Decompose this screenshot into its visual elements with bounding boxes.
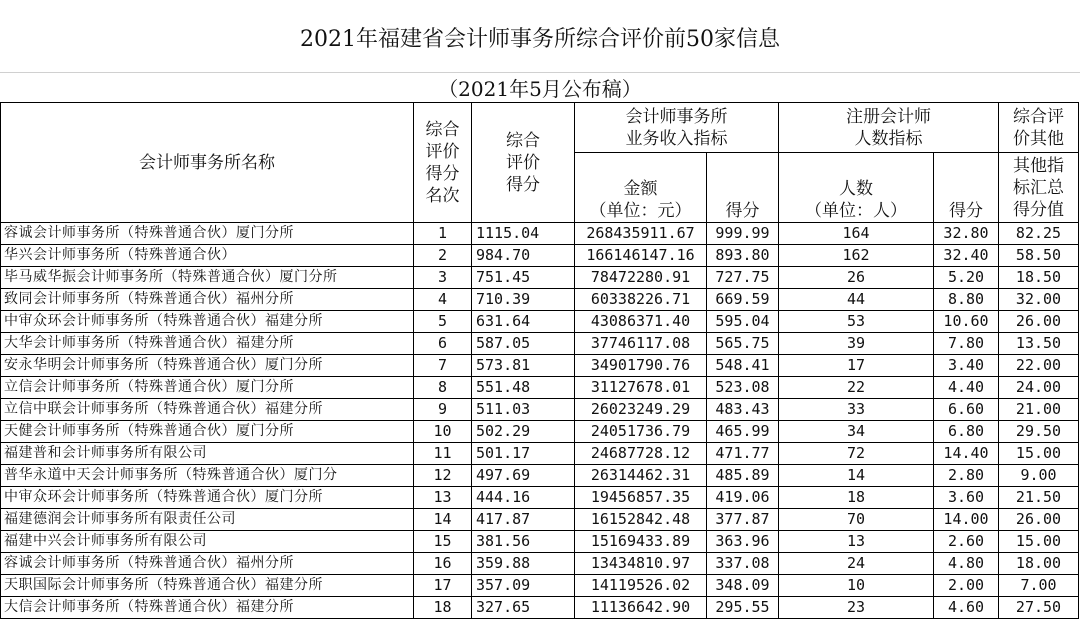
cell-score: 984.70 — [472, 245, 575, 267]
cell-score: 357.09 — [472, 575, 575, 597]
cell-rank: 9 — [414, 399, 472, 421]
cell-revenue-score: 893.80 — [707, 245, 779, 267]
header-other-group: 综合评 价其他 — [999, 103, 1079, 153]
cell-cpa-score: 5.20 — [934, 267, 999, 289]
cell-other-score: 18.50 — [999, 267, 1079, 289]
cell-firm-name: 福建普和会计师事务所有限公司 — [1, 443, 414, 465]
cell-other-score: 22.00 — [999, 355, 1079, 377]
cell-cpa-score: 14.00 — [934, 509, 999, 531]
cell-revenue-amount: 13434810.97 — [575, 553, 707, 575]
cell-rank: 10 — [414, 421, 472, 443]
cell-cpa-score: 4.80 — [934, 553, 999, 575]
cell-firm-name: 致同会计师事务所（特殊普通合伙）福州分所 — [1, 289, 414, 311]
cell-score: 710.39 — [472, 289, 575, 311]
cell-revenue-score: 471.77 — [707, 443, 779, 465]
cell-cpa-score: 6.60 — [934, 399, 999, 421]
cell-score: 444.16 — [472, 487, 575, 509]
cell-score: 327.65 — [472, 597, 575, 619]
cell-cpa-score: 32.40 — [934, 245, 999, 267]
cell-cpa-count: 26 — [779, 267, 934, 289]
cell-cpa-score: 6.80 — [934, 421, 999, 443]
table-row — [1, 311, 1079, 333]
table-row — [1, 421, 1079, 443]
cell-cpa-count: 72 — [779, 443, 934, 465]
cell-cpa-count: 10 — [779, 575, 934, 597]
cell-firm-name: 立信会计师事务所（特殊普通合伙）厦门分所 — [1, 377, 414, 399]
cell-revenue-amount: 19456857.35 — [575, 487, 707, 509]
ranking-table — [0, 102, 1079, 619]
cell-score: 359.88 — [472, 553, 575, 575]
header-cpa-group: 注册会计师 人数指标 — [779, 103, 999, 153]
table-row — [1, 575, 1079, 597]
cell-score: 502.29 — [472, 421, 575, 443]
cell-cpa-count: 34 — [779, 421, 934, 443]
cell-firm-name: 天健会计师事务所（特殊普通合伙）厦门分所 — [1, 421, 414, 443]
cell-cpa-score: 3.60 — [934, 487, 999, 509]
cell-cpa-count: 23 — [779, 597, 934, 619]
cell-score: 511.03 — [472, 399, 575, 421]
cell-cpa-score: 2.00 — [934, 575, 999, 597]
cell-other-score: 26.00 — [999, 509, 1079, 531]
cell-cpa-count: 44 — [779, 289, 934, 311]
cell-cpa-score: 7.80 — [934, 333, 999, 355]
cell-score: 551.48 — [472, 377, 575, 399]
sheet-title: 2021年福建省会计师事务所综合评价前50家信息 — [0, 0, 1080, 73]
cell-score: 501.17 — [472, 443, 575, 465]
sheet-subtitle: （2021年5月公布稿） — [438, 77, 642, 101]
cell-other-score: 13.50 — [999, 333, 1079, 355]
cell-rank: 4 — [414, 289, 472, 311]
cell-cpa-count: 17 — [779, 355, 934, 377]
cell-revenue-score: 295.55 — [707, 597, 779, 619]
cell-revenue-amount: 15169433.89 — [575, 531, 707, 553]
cell-revenue-score: 548.41 — [707, 355, 779, 377]
cell-firm-name: 福建中兴会计师事务所有限公司 — [1, 531, 414, 553]
cell-revenue-amount: 16152842.48 — [575, 509, 707, 531]
cell-revenue-score: 565.75 — [707, 333, 779, 355]
cell-other-score: 24.00 — [999, 377, 1079, 399]
cell-rank: 7 — [414, 355, 472, 377]
cell-cpa-count: 14 — [779, 465, 934, 487]
cell-cpa-count: 33 — [779, 399, 934, 421]
cell-other-score: 15.00 — [999, 531, 1079, 553]
cell-score: 1115.04 — [472, 223, 575, 245]
cell-rank: 11 — [414, 443, 472, 465]
cell-other-score: 21.50 — [999, 487, 1079, 509]
header-revenue-score: 得分 — [707, 153, 779, 223]
cell-cpa-score: 14.40 — [934, 443, 999, 465]
cell-revenue-amount: 43086371.40 — [575, 311, 707, 333]
cell-rank: 1 — [414, 223, 472, 245]
cell-revenue-score: 348.09 — [707, 575, 779, 597]
cell-revenue-score: 419.06 — [707, 487, 779, 509]
cell-firm-name: 容诚会计师事务所（特殊普通合伙）福州分所 — [1, 553, 414, 575]
cell-revenue-amount: 26023249.29 — [575, 399, 707, 421]
table-row — [1, 597, 1079, 619]
cell-cpa-score: 10.60 — [934, 311, 999, 333]
cell-revenue-amount: 26314462.31 — [575, 465, 707, 487]
cell-cpa-count: 53 — [779, 311, 934, 333]
cell-revenue-score: 595.04 — [707, 311, 779, 333]
cell-other-score: 82.25 — [999, 223, 1079, 245]
cell-firm-name: 毕马威华振会计师事务所（特殊普通合伙）厦门分所 — [1, 267, 414, 289]
cell-firm-name: 中审众环会计师事务所（特殊普通合伙）厦门分所 — [1, 487, 414, 509]
cell-cpa-score: 4.60 — [934, 597, 999, 619]
cell-rank: 16 — [414, 553, 472, 575]
cell-cpa-score: 2.80 — [934, 465, 999, 487]
header-revenue-group: 会计师事务所 业务收入指标 — [575, 103, 779, 153]
cell-other-score: 18.00 — [999, 553, 1079, 575]
cell-firm-name: 大信会计师事务所（特殊普通合伙）福建分所 — [1, 597, 414, 619]
cell-other-score: 7.00 — [999, 575, 1079, 597]
cell-cpa-count: 18 — [779, 487, 934, 509]
table-row — [1, 399, 1079, 421]
cell-revenue-score: 465.99 — [707, 421, 779, 443]
table-row — [1, 223, 1079, 245]
cell-revenue-score: 337.08 — [707, 553, 779, 575]
cell-rank: 15 — [414, 531, 472, 553]
cell-rank: 17 — [414, 575, 472, 597]
cell-firm-name: 大华会计师事务所（特殊普通合伙）福建分所 — [1, 333, 414, 355]
cell-cpa-count: 24 — [779, 553, 934, 575]
table-row — [1, 487, 1079, 509]
cell-revenue-amount: 24051736.79 — [575, 421, 707, 443]
cell-revenue-amount: 11136642.90 — [575, 597, 707, 619]
cell-rank: 2 — [414, 245, 472, 267]
cell-revenue-amount: 268435911.67 — [575, 223, 707, 245]
cell-firm-name: 安永华明会计师事务所（特殊普通合伙）厦门分所 — [1, 355, 414, 377]
table-row — [1, 267, 1079, 289]
table-row — [1, 531, 1079, 553]
cell-firm-name: 天职国际会计师事务所（特殊普通合伙）福建分所 — [1, 575, 414, 597]
cell-other-score: 58.50 — [999, 245, 1079, 267]
header-cpa-score: 得分 — [934, 153, 999, 223]
cell-cpa-score: 4.40 — [934, 377, 999, 399]
table-row — [1, 553, 1079, 575]
cell-other-score: 26.00 — [999, 311, 1079, 333]
cell-other-score: 29.50 — [999, 421, 1079, 443]
table-body — [1, 223, 1079, 619]
cell-rank: 12 — [414, 465, 472, 487]
cell-revenue-score: 363.96 — [707, 531, 779, 553]
header-firm-name: 会计师事务所名称 — [1, 103, 414, 223]
cell-revenue-amount: 60338226.71 — [575, 289, 707, 311]
cell-rank: 13 — [414, 487, 472, 509]
header-score-text: 综合 评价 得分 — [506, 130, 540, 195]
cell-firm-name: 福建德润会计师事务所有限责任公司 — [1, 509, 414, 531]
cell-score: 497.69 — [472, 465, 575, 487]
cell-score: 751.45 — [472, 267, 575, 289]
cell-cpa-count: 39 — [779, 333, 934, 355]
cell-cpa-count: 162 — [779, 245, 934, 267]
cell-revenue-score: 999.99 — [707, 223, 779, 245]
cell-revenue-amount: 166146147.16 — [575, 245, 707, 267]
cell-score: 587.05 — [472, 333, 575, 355]
cell-cpa-count: 164 — [779, 223, 934, 245]
cell-rank: 14 — [414, 509, 472, 531]
cell-cpa-score: 3.40 — [934, 355, 999, 377]
header-rank-text: 综合 评价 得分 名次 — [425, 119, 460, 206]
cell-score: 381.56 — [472, 531, 575, 553]
cell-cpa-score: 32.80 — [934, 223, 999, 245]
cell-firm-name: 普华永道中天会计师事务所（特殊普通合伙）厦门分 — [1, 465, 414, 487]
cell-rank: 8 — [414, 377, 472, 399]
cell-score: 417.87 — [472, 509, 575, 531]
cell-revenue-amount: 34901790.76 — [575, 355, 707, 377]
cell-revenue-amount: 24687728.12 — [575, 443, 707, 465]
table-row — [1, 443, 1079, 465]
header-cpa-count: 人数 （单位：人） — [779, 153, 934, 223]
header-rank — [414, 103, 472, 223]
cell-score: 573.81 — [472, 355, 575, 377]
table-row — [1, 245, 1079, 267]
cell-cpa-score: 8.80 — [934, 289, 999, 311]
table-row — [1, 465, 1079, 487]
cell-revenue-amount: 37746117.08 — [575, 333, 707, 355]
table-row — [1, 355, 1079, 377]
cell-score: 631.64 — [472, 311, 575, 333]
cell-revenue-amount: 31127678.01 — [575, 377, 707, 399]
cell-revenue-score: 377.87 — [707, 509, 779, 531]
cell-other-score: 32.00 — [999, 289, 1079, 311]
header-revenue-amount: 金额 （单位：元） — [575, 153, 707, 223]
cell-firm-name: 中审众环会计师事务所（特殊普通合伙）福建分所 — [1, 311, 414, 333]
cell-rank: 5 — [414, 311, 472, 333]
cell-revenue-score: 669.59 — [707, 289, 779, 311]
cell-revenue-score: 485.89 — [707, 465, 779, 487]
cell-firm-name: 华兴会计师事务所（特殊普通合伙） — [1, 245, 414, 267]
cell-cpa-count: 13 — [779, 531, 934, 553]
table-row — [1, 377, 1079, 399]
cell-rank: 3 — [414, 267, 472, 289]
table-row — [1, 333, 1079, 355]
cell-revenue-amount: 78472280.91 — [575, 267, 707, 289]
cell-revenue-score: 727.75 — [707, 267, 779, 289]
cell-firm-name: 立信中联会计师事务所（特殊普通合伙）福建分所 — [1, 399, 414, 421]
cell-cpa-count: 22 — [779, 377, 934, 399]
cell-firm-name: 容诚会计师事务所（特殊普通合伙）厦门分所 — [1, 223, 414, 245]
table-row — [1, 289, 1079, 311]
cell-cpa-count: 70 — [779, 509, 934, 531]
cell-other-score: 21.00 — [999, 399, 1079, 421]
cell-cpa-score: 2.60 — [934, 531, 999, 553]
cell-rank: 18 — [414, 597, 472, 619]
table-row — [1, 509, 1079, 531]
cell-rank: 6 — [414, 333, 472, 355]
cell-revenue-amount: 14119526.02 — [575, 575, 707, 597]
cell-revenue-score: 523.08 — [707, 377, 779, 399]
cell-other-score: 15.00 — [999, 443, 1079, 465]
cell-other-score: 9.00 — [999, 465, 1079, 487]
header-other-score: 其他指 标汇总 得分值 — [999, 153, 1079, 223]
cell-revenue-score: 483.43 — [707, 399, 779, 421]
header-score — [472, 103, 575, 223]
cell-other-score: 27.50 — [999, 597, 1079, 619]
